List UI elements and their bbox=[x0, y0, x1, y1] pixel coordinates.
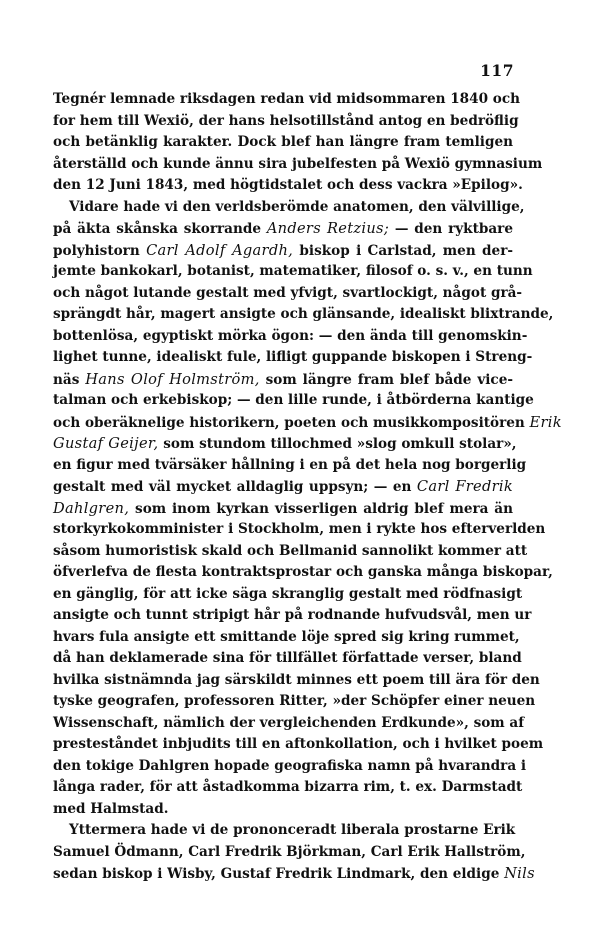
text-line bbox=[53, 842, 526, 864]
text-line bbox=[53, 627, 520, 649]
text-line bbox=[53, 240, 513, 262]
text-run: polyhistorn bbox=[53, 242, 147, 259]
text-run: Wissenschaft, nämlich der vergleichenden Erdkunde», som af bbox=[53, 714, 525, 731]
text-run: på äkta skånska skorrande bbox=[53, 221, 267, 237]
text-run: och oberäknelige historikern, poeten och musikkompositören bbox=[53, 414, 530, 431]
text-run: Samuel Ödmann, Carl Fredrik Björkman, Carl Erik Hallström, bbox=[53, 843, 526, 860]
text-run: ansigte och tunnt stripigt hår på rodnande hufvudsvål, men ur bbox=[53, 607, 532, 623]
text-line bbox=[53, 218, 513, 240]
page-number: 117 bbox=[480, 61, 514, 80]
text-line bbox=[53, 498, 513, 520]
text-run: som inom kyrkan visserligen aldrig blef mera än bbox=[129, 500, 513, 517]
text-line bbox=[53, 713, 525, 735]
italic-name: Dahlgren, bbox=[53, 499, 130, 517]
text-line bbox=[53, 562, 553, 584]
text-line bbox=[53, 863, 535, 885]
text-run: näs bbox=[53, 371, 86, 388]
text-line bbox=[53, 476, 513, 498]
text-run: lighet tunne, idealiskt fule, lifligt guppande biskopen i Streng- bbox=[53, 349, 533, 365]
text-line bbox=[53, 347, 533, 369]
text-run: och betänklig karakter. Dock blef han längre fram temligen bbox=[53, 134, 513, 150]
body-text bbox=[53, 89, 562, 885]
text-line bbox=[53, 519, 546, 541]
text-line bbox=[53, 734, 544, 756]
text-line bbox=[53, 605, 532, 627]
text-run: långa rader, för att åstadkomma bizarra rim, t. ex. Darmstadt bbox=[53, 779, 523, 795]
text-line bbox=[53, 820, 516, 842]
text-line bbox=[53, 799, 513, 821]
italic-name: Erik bbox=[529, 413, 562, 431]
text-run: biskop i Carlstad, men der- bbox=[293, 242, 513, 259]
text-run: jemte bankokarl, botanist, matematiker, filosof o. s. v., en tunn bbox=[53, 263, 533, 279]
text-run: som längre fram blef både vice- bbox=[259, 371, 514, 388]
text-run: talman och erkebiskop; — den lille runde, i åtbörderna kantige bbox=[53, 392, 534, 408]
italic-name: Nils bbox=[504, 865, 535, 882]
text-line bbox=[53, 111, 519, 133]
text-line bbox=[53, 154, 543, 176]
text-run: presteståndet inbjudits till en aftonkollation, och i hvilket poem bbox=[53, 736, 544, 752]
text-line bbox=[53, 326, 528, 348]
text-run: sprängdt hår, magert ansigte och glänsande, idealiskt blixtrande, bbox=[53, 306, 554, 322]
text-run: såsom humoristisk skald och Bellmanid sannolikt kommer att bbox=[53, 542, 528, 559]
text-run: sedan biskop i Wisby, Gustaf Fredrik Lindmark, den eldige bbox=[53, 866, 505, 882]
text-run: — den ryktbare bbox=[389, 221, 513, 237]
text-run: öfverlefva de flesta kontraktsprostar och ganska många biskopar, bbox=[53, 564, 553, 580]
text-run: Vidare hade vi den verldsberömde anatomen, den välvillige, bbox=[69, 198, 525, 215]
text-line bbox=[53, 412, 562, 434]
text-line bbox=[53, 89, 520, 111]
text-run: tyske geografen, professoren Ritter, »der Schöpfer einer neuen bbox=[53, 693, 536, 709]
text-run: Tegnér lemnade riksdagen redan vid midsommaren 1840 och bbox=[53, 91, 520, 107]
text-line bbox=[53, 132, 513, 154]
text-line bbox=[53, 455, 527, 477]
text-line bbox=[53, 756, 527, 778]
text-run: den tokige Dahlgren hopade geografiska namn på hvarandra i bbox=[53, 757, 527, 774]
text-line bbox=[53, 648, 522, 670]
text-run: hvars fula ansigte ett smittande löje spred sig kring rummet, bbox=[53, 628, 520, 645]
text-run: med Halmstad. bbox=[53, 800, 169, 817]
text-run: som stundom tillochmed »slog omkull stolar», bbox=[158, 436, 517, 452]
text-line bbox=[53, 777, 523, 799]
italic-name: Anders Retzius; bbox=[266, 220, 390, 237]
text-run: bottenlösa, egyptiskt mörka ögon: — den ända till genomskin- bbox=[53, 327, 528, 344]
text-line bbox=[53, 433, 517, 455]
text-run: en gänglig, för att icke säga skranglig gestalt med rödfnasigt bbox=[53, 585, 523, 602]
text-run: då han deklamerade sina för tillfället författade verser, bland bbox=[53, 650, 522, 666]
text-line bbox=[53, 691, 536, 713]
text-run: återställd och kunde ännu sira jubelfesten på Wexiö gymnasium bbox=[53, 155, 543, 172]
text-run: gestalt med väl mycket alldaglig uppsyn; — en bbox=[53, 479, 417, 495]
text-run: for hem till Wexiö, der hans helsotillstånd antog en bedröflig bbox=[53, 112, 519, 129]
text-line bbox=[53, 390, 534, 412]
text-line bbox=[53, 175, 523, 197]
italic-name: Carl Adolf Agardh, bbox=[146, 241, 294, 259]
text-run: en figur med tvärsäker hållning i en på det hela nog borgerlig bbox=[53, 456, 527, 473]
text-line bbox=[53, 670, 540, 692]
text-run: storkyrkokomminister i Stockholm, men i rykte hos efterverlden bbox=[53, 521, 546, 537]
italic-name: Hans Olof Holmström, bbox=[85, 370, 260, 388]
text-line bbox=[53, 584, 523, 606]
text-run: den 12 Juni 1843, med högtidstalet och dess vackra »Epilog». bbox=[53, 177, 523, 193]
text-line bbox=[53, 197, 525, 219]
italic-name: Gustaf Geijer, bbox=[53, 435, 159, 452]
text-line bbox=[53, 261, 533, 283]
text-run: Yttermera hade vi de prononceradt liberala prostarne Erik bbox=[69, 822, 516, 838]
text-line bbox=[53, 369, 513, 391]
text-line bbox=[53, 304, 554, 326]
text-line bbox=[53, 283, 523, 305]
text-run: och något lutande gestalt med yfvigt, svartlockigt, något grå- bbox=[53, 284, 523, 301]
text-run: hvilka sistnämnda jag särskildt minnes ett poem till ära för den bbox=[53, 671, 540, 688]
text-line bbox=[53, 541, 528, 563]
italic-name: Carl Fredrik bbox=[416, 478, 513, 495]
